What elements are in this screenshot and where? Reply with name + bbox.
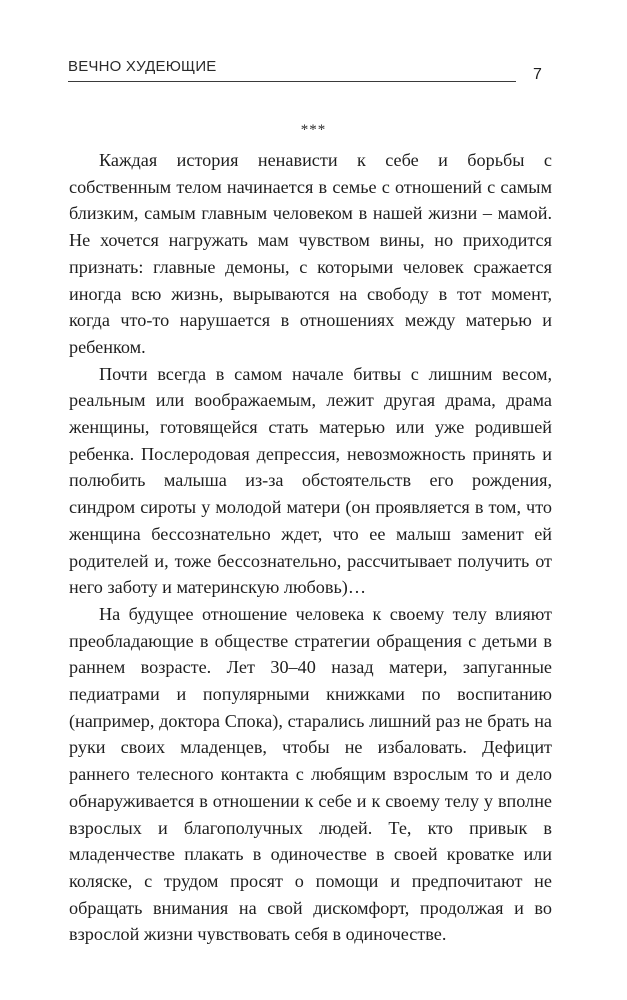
paragraph: На будущее отношение человека к своему телу влияют преобладающие в обществе стратегии обращения с детьми в раннем возрасте. Лет 30–40 назад матери, запуганные педиатрами и популярными книжками по воспитанию (например, доктора Спока), старались лишний раз не брать на руки своих младенцев, чтобы не избаловать. Дефицит раннего телесного контакта с любящим взрослым то и дело обнаруживается в отношении к себе и к своему телу у вполне взрослых и благополучных людей. Те, кто привык в младенчестве плакать в одиночестве в своей кроватке или коляске, с трудом просят о помощи и предпочитают не обращать внимания на свой дискомфорт, продолжая и во взрослой жизни чувствовать себя в одиночестве. bbox=[69, 603, 552, 945]
body-text bbox=[69, 147, 552, 948]
section-separator: *** bbox=[300, 122, 327, 138]
running-title: ВЕЧНО ХУДЕЮЩИЕ bbox=[68, 58, 217, 75]
paragraph: Каждая история ненависти к себе и борьбы с собственным телом начинается в семье с отношений с самым близким, самым главным человеком в нашей жизни – мамой. Не хочется нагружать мам чувством вины, но приходится признать: главные демоны, с которыми человек сражается иногда всю жизнь, вырываются на свободу в тот момент, когда что-то нарушается в отношениях между матерью и ребенком. bbox=[69, 150, 552, 357]
header-rule bbox=[68, 81, 516, 82]
page-number: 7 bbox=[533, 66, 542, 83]
paragraph: Почти всегда в самом начале битвы с лишним весом, реальным или воображаемым, лежит другая драма, драма женщины, готовящейся стать матерью или уже родившей ребенка. Послеродовая депрессия, невозможность принять и полюбить малыша из-за обстоятельств его рождения, синдром сироты у молодой матери (он проявляется в том, что женщина бессознательно ждет, что ее малыш заменит ей родителей и, тоже бессознательно, рассчитывает получить от него заботу и материнскую любовь)… bbox=[69, 363, 552, 598]
